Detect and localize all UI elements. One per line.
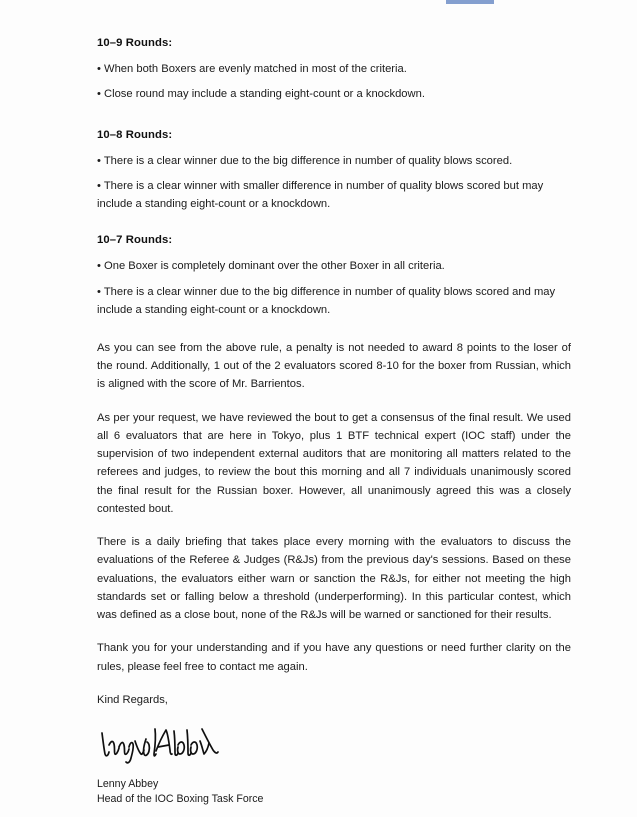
- signer-title: Head of the IOC Boxing Task Force: [97, 793, 264, 806]
- scan-artifact-mark: [446, 0, 494, 4]
- spacer: [97, 222, 571, 233]
- signer-name: Lenny Abbey: [97, 778, 159, 791]
- signature-block: [97, 777, 571, 808]
- bullet-item: • One Boxer is completely dominant over the other Boxer in all criteria.: [97, 260, 445, 273]
- section-10-9: [97, 36, 571, 104]
- bullet-item: • Close round may include a standing eight-count or a knockdown.: [97, 88, 425, 101]
- spacer: [97, 111, 571, 128]
- body-paragraph: As you can see from the above rule, a penalty is not needed to award 8 points to the loser of the round. Additionally, 1 out of the 2 evaluators scored 8-10 for the boxer from Russian, which is aligned with the score of Mr. Barrientos.: [97, 341, 571, 391]
- body-paragraph: Thank you for your understanding and if you have any questions or need further clarity on the rules, please feel free to contact me again.: [97, 642, 571, 673]
- section-heading: 10–9 Rounds:: [97, 37, 173, 49]
- letter-body: [97, 36, 571, 808]
- closing-line: Kind Regards,: [97, 693, 168, 706]
- bullet-item: • There is a clear winner due to the big difference in number of quality blows scored.: [97, 154, 513, 167]
- body-paragraph: As per your request, we have reviewed the bout to get a consensus of the final result. We used all 6 evaluators that are here in Tokyo, plus 1 BTF technical expert (IOC staff) under the supervision of two independent external auditors that are monitoring all matters related to the referees and judges, to review the bout this morning and all 7 individuals unanimously scored the final result for the Russian boxer. However, all unanimously agreed this was a closely contested bout.: [97, 411, 571, 515]
- spacer: [97, 328, 571, 339]
- section-heading: 10–8 Rounds:: [97, 128, 173, 141]
- section-10-7: [97, 233, 571, 319]
- section-10-8: [97, 128, 571, 214]
- bullet-item: • There is a clear winner with smaller difference in number of quality blows scored but may include a standing eight-count or a knockdown.: [97, 179, 544, 211]
- bullet-item: • When both Boxers are evenly matched in most of the criteria.: [97, 63, 407, 76]
- body-paragraph: There is a daily briefing that takes place every morning with the evaluators to discuss the evaluations of the Referee & Judges (R&Js) from the previous day's sessions. Based on these evaluations, the evaluators either warn or sanction the R&Js, for either not meeting the high standards set or falling below a threshold (underperforming). In this particular contest, which was defined as a close bout, none of the R&Js will be warned or sanctioned for their results.: [97, 536, 571, 622]
- section-heading: 10–7 Rounds:: [97, 234, 173, 247]
- signature-image: [99, 723, 571, 767]
- bullet-item: • There is a clear winner due to the big difference in number of quality blows scored and may include a standing eight-count or a knockdown.: [97, 285, 556, 316]
